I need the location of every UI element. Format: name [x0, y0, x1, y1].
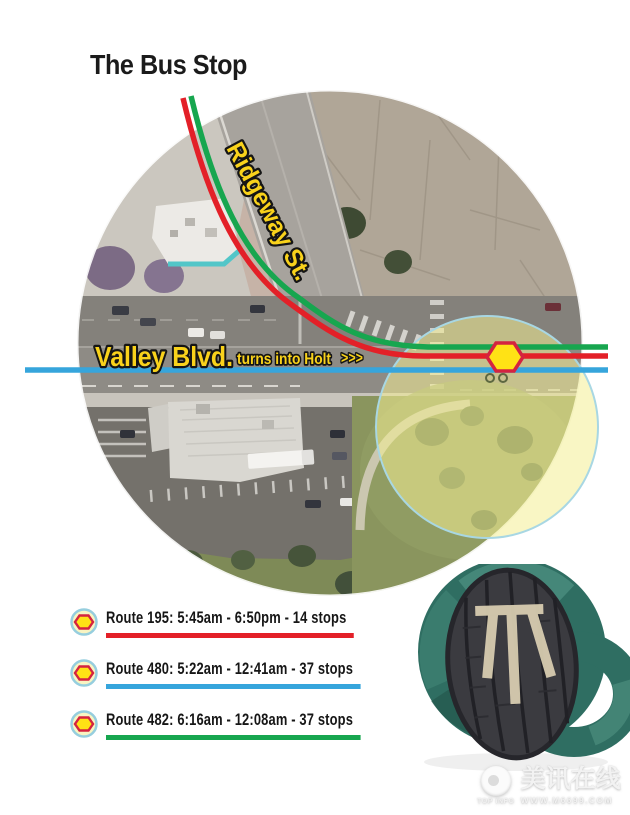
- watermark-tagline: TOP INFO: [477, 798, 515, 805]
- watermark-url: WWW.M6699.COM: [520, 794, 613, 805]
- watermark: [477, 766, 629, 805]
- watermark-text-column: [521, 766, 621, 805]
- legend-row-route-480: [70, 658, 441, 691]
- route-482-label: Route 482: 6:16am - 12:08am - 37 stops: [106, 709, 361, 740]
- route-legend: [70, 607, 441, 760]
- legend-row-route-482: [70, 709, 441, 742]
- watermark-icon-column: [477, 766, 515, 805]
- page-title: The Bus Stop: [90, 49, 248, 80]
- legend-row-route-195: [70, 607, 441, 640]
- route-195-label: Route 195: 5:45am - 6:50pm - 14 stops: [106, 607, 354, 638]
- watermark-brand: 美讯在线: [520, 765, 621, 793]
- bus-stop-marker: [487, 343, 523, 371]
- bus-stop-marker-icon: [70, 659, 98, 687]
- tire-bus-stop-seat-photo: [396, 564, 630, 776]
- direction-arrows: >>>: [341, 350, 363, 367]
- watermark-logo-icon: [481, 766, 511, 796]
- bus-stop-marker-icon: [70, 710, 98, 738]
- watermark-logo-dot: [488, 775, 499, 786]
- valley-blvd-label: Valley Blvd.: [95, 341, 233, 372]
- ridgeway-street-label: Ridgeway St.: [220, 137, 319, 289]
- valley-blvd-note: turns into Holt: [237, 351, 332, 368]
- route-480-label: Route 480: 5:22am - 12:41am - 37 stops: [106, 658, 361, 689]
- bus-stop-marker-icon: [70, 608, 98, 636]
